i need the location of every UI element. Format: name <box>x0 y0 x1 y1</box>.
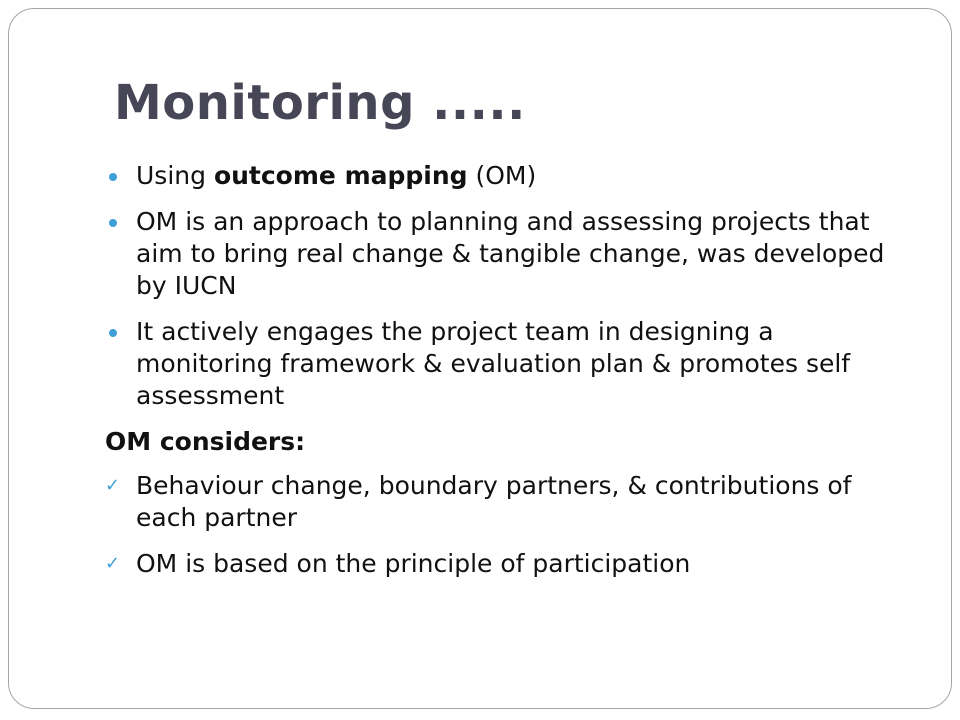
check-item-2 <box>105 548 905 580</box>
slide-title: Monitoring ..... <box>114 75 526 131</box>
bullet-item-1-bold: outcome mapping <box>213 161 468 190</box>
dot-bullet-icon <box>109 219 117 227</box>
slide-body <box>105 160 905 594</box>
dot-bullet-icon <box>109 329 117 337</box>
bullet-item-3-text: It actively engages the project team in designing a monitoring framework & evaluation plan & promotes self assessment <box>136 317 851 410</box>
check-item-1 <box>105 470 905 534</box>
checkmark-icon: ✓ <box>105 553 121 574</box>
dot-bullet-icon <box>109 173 117 181</box>
checkmark-icon: ✓ <box>105 475 121 496</box>
bullet-item-2-text: OM is an approach to planning and assessing projects that aim to bring real change & tangible change, was developed by IUCN <box>136 207 885 300</box>
bullet-item-1-prefix: Using <box>136 161 214 190</box>
subheading: OM considers: <box>105 427 306 456</box>
check-item-2-text: OM is based on the principle of participation <box>136 549 691 578</box>
bullet-item-1-suffix: (OM) <box>467 161 537 190</box>
bullet-item-1 <box>105 160 905 192</box>
check-item-1-text: Behaviour change, boundary partners, & contributions of each partner <box>136 471 852 532</box>
bullet-item-2 <box>105 206 905 302</box>
bullet-item-3 <box>105 316 905 412</box>
